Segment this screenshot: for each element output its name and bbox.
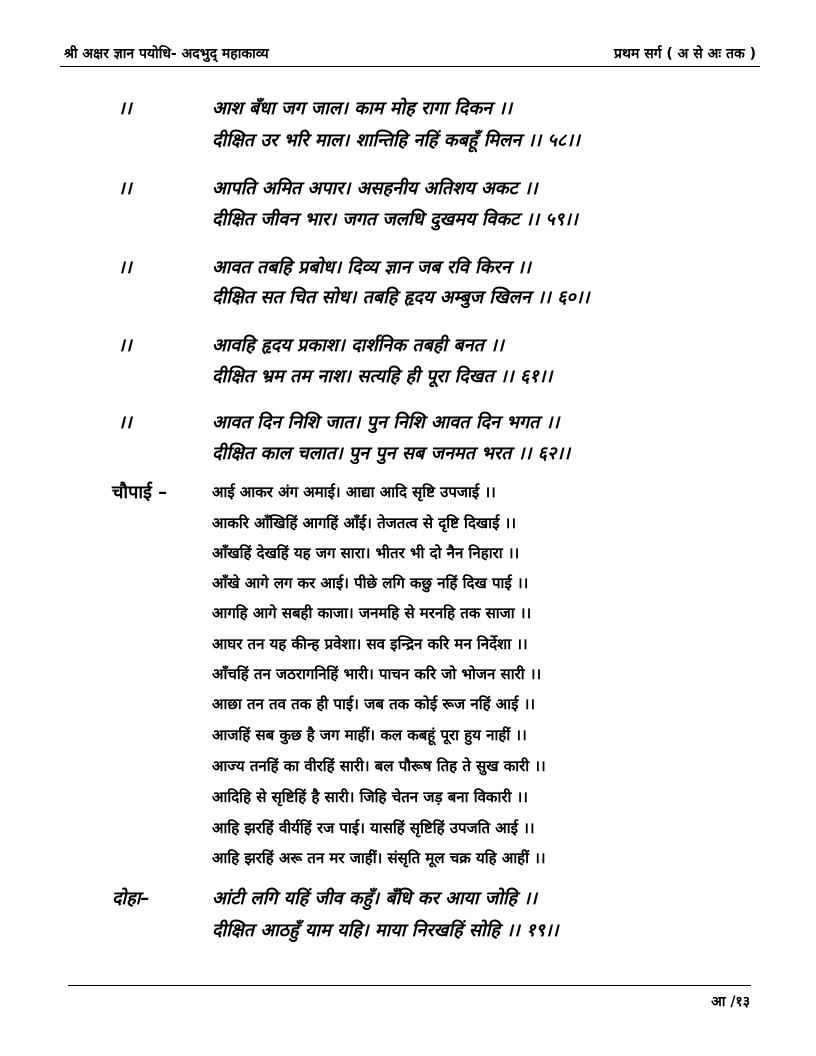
chaupai-line: आहि झरहिं अरू तन मर जाहीं। संसृति मूल चक्र यहि आहीं ।। xyxy=(212,849,546,867)
chaupai-line: आँखहिं देखहिं यह जग सारा। भीतर भी दो नैन निहारा ।। xyxy=(212,544,520,562)
stanza-line: आपति अमित अपार। असहनीय अतिशय अकट ।। xyxy=(212,178,538,199)
doha-line: आंटी लगि यहिं जीव कहुँ। बँधि कर आया जोहि ।। xyxy=(212,888,537,909)
chaupai-line: आहि झरहिं वीर्यहिं रज पाई। यासहिं सृष्टिहिं उपजति आई ।। xyxy=(212,819,535,837)
stanza-marker: ।। xyxy=(118,412,132,433)
stanza-line: दीक्षित सत चित सोध। तबहि हृदय अम्बुज खिलन ।। ६०।। xyxy=(212,287,590,308)
stanza-line: दीक्षित भ्रम तम नाश। सत्यहि ही पूरा दिखत ।। ६१।। xyxy=(212,366,553,387)
page-number: आ /१३ xyxy=(711,994,750,1010)
stanza-line: दीक्षित जीवन भार। जगत जलधि दुखमय विकट ।। ५९।। xyxy=(212,209,578,230)
book-title: श्री अक्षर ज्ञान पयोधि- अदभुद् महाकाव्य xyxy=(64,46,269,62)
chaupai-line: आँचहिं तन जठरागनिहिं भारी। पाचन करि जो भोजन सारी ।। xyxy=(212,665,542,683)
chaupai-line: आघर तन यह कीन्ह प्रवेशा। सव इन्द्रिन करि मन निर्देशा ।। xyxy=(212,635,528,653)
chaupai-line: आजहिं सब कुछ है जग माहीं। कल कबहूं पूरा हुय नाहीं ।। xyxy=(212,726,527,744)
stanza-line: आवत दिन निशि जात। पुन निशि आवत दिन भगत ।। xyxy=(212,412,560,433)
chaupai-line: आँखे आगे लग कर आई। पीछे लगि कछु नहिं दिख पाई ।। xyxy=(212,574,529,592)
stanza-marker: ।। xyxy=(118,335,132,356)
doha-label: दोहा– xyxy=(112,888,150,909)
chapter-title: प्रथम सर्ग ( अ से अः तक ) xyxy=(614,46,756,62)
running-header xyxy=(60,38,760,67)
stanza-line: आश बँधा जग जाल। काम मोह रागा दिकन ।। xyxy=(212,98,513,119)
stanza-line: दीक्षित काल चलात। पुन पुन सब जनमत भरत ।। ६२।। xyxy=(212,443,571,464)
stanza-line: आवत तबहि प्रबोध। दिव्य ज्ञान जब रवि किरन ।। xyxy=(212,257,531,278)
stanza-line: आवहि हृदय प्रकाश। दार्शनिक तबही बनत ।। xyxy=(212,335,504,356)
chaupai-line: आगहि आगे सबही काजा। जनमहि से मरनहि तक साजा ।। xyxy=(212,604,532,622)
chaupai-line: आकरि आँखिहिं आगहिं आँई। तेजतत्व से दृष्टि दिखाई ।। xyxy=(212,514,517,532)
chaupai-line: आज्य तनहिं का वीरहिं सारी। बल पौरूष तिह ते सुख कारी ।। xyxy=(212,757,546,775)
chaupai-label: चौपाई – xyxy=(112,482,168,503)
doha-line: दीक्षित आठहुँ याम यहि। माया निरखहिं सोहि ।। १९।। xyxy=(212,920,559,941)
stanza-marker: ।। xyxy=(118,257,132,278)
chaupai-line: आई आकर अंग अमाई। आद्या आदि सृष्टि उपजाई ।। xyxy=(212,483,496,501)
footer-divider xyxy=(68,985,751,986)
stanza-line: दीक्षित उर भरि माल। शान्तिहि नहिं कबहूँ मिलन ।। ५८।। xyxy=(212,130,580,151)
stanza-marker: ।। xyxy=(118,98,132,119)
chaupai-line: आदिहि से सृष्टिहिं है सारी। जिहि चेतन जड़ बना विकारी ।। xyxy=(212,788,528,806)
stanza-marker: ।। xyxy=(118,178,132,199)
chaupai-line: आछा तन तव तक ही पाई। जब तक कोई रूज नहिं आई ।। xyxy=(212,695,536,713)
